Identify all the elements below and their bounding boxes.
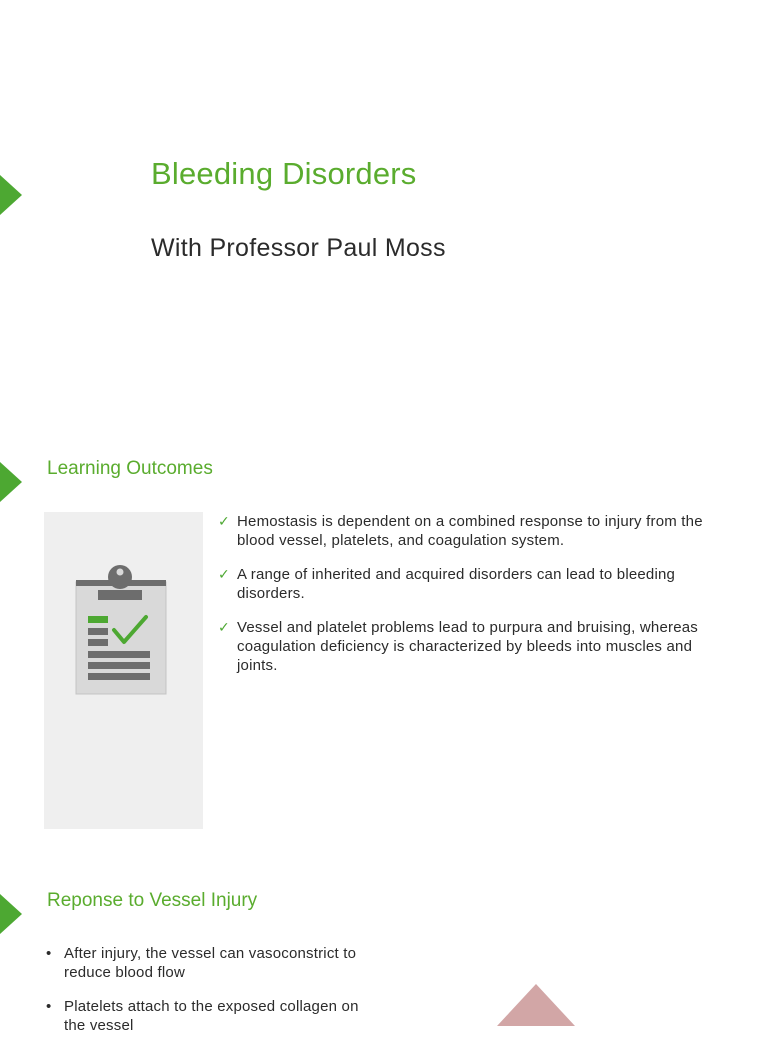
bullet-icon: • xyxy=(46,998,52,1015)
list-item xyxy=(44,944,384,982)
vessel-diagram-shape xyxy=(497,984,575,1026)
title-slide-marker xyxy=(0,175,22,215)
presenter-subtitle: With Professor Paul Moss xyxy=(151,234,446,262)
check-icon: ✓ xyxy=(218,513,230,529)
clipboard-checklist-icon xyxy=(74,562,168,696)
bullet-icon: • xyxy=(46,945,52,962)
outcome-text: Hemostasis is dependent on a combined response to injury from the blood vessel, platelets, and coagulation system. xyxy=(237,513,703,549)
learning-outcomes-list xyxy=(218,512,728,690)
list-item xyxy=(218,618,728,675)
page-title: Bleeding Disorders xyxy=(151,156,417,191)
vessel-injury-marker xyxy=(0,894,22,934)
bullet-text: Platelets attach to the exposed collagen on the vessel xyxy=(64,998,359,1034)
outcome-text: A range of inherited and acquired disorders can lead to bleeding disorders. xyxy=(237,566,676,602)
vessel-injury-heading: Reponse to Vessel Injury xyxy=(47,890,258,911)
list-item xyxy=(218,565,728,603)
check-icon: ✓ xyxy=(218,566,230,582)
list-item xyxy=(44,997,384,1035)
list-item xyxy=(218,512,728,550)
learning-outcomes-heading: Learning Outcomes xyxy=(47,458,213,479)
bullet-text: After injury, the vessel can vasoconstrict to reduce blood flow xyxy=(64,945,357,981)
learning-outcomes-marker xyxy=(0,462,22,502)
outcome-text: Vessel and platelet problems lead to purpura and bruising, whereas coagulation deficiency is characterized by bleeds into muscles and joints. xyxy=(237,619,698,674)
vessel-injury-list xyxy=(44,944,384,1050)
check-icon: ✓ xyxy=(218,619,230,635)
